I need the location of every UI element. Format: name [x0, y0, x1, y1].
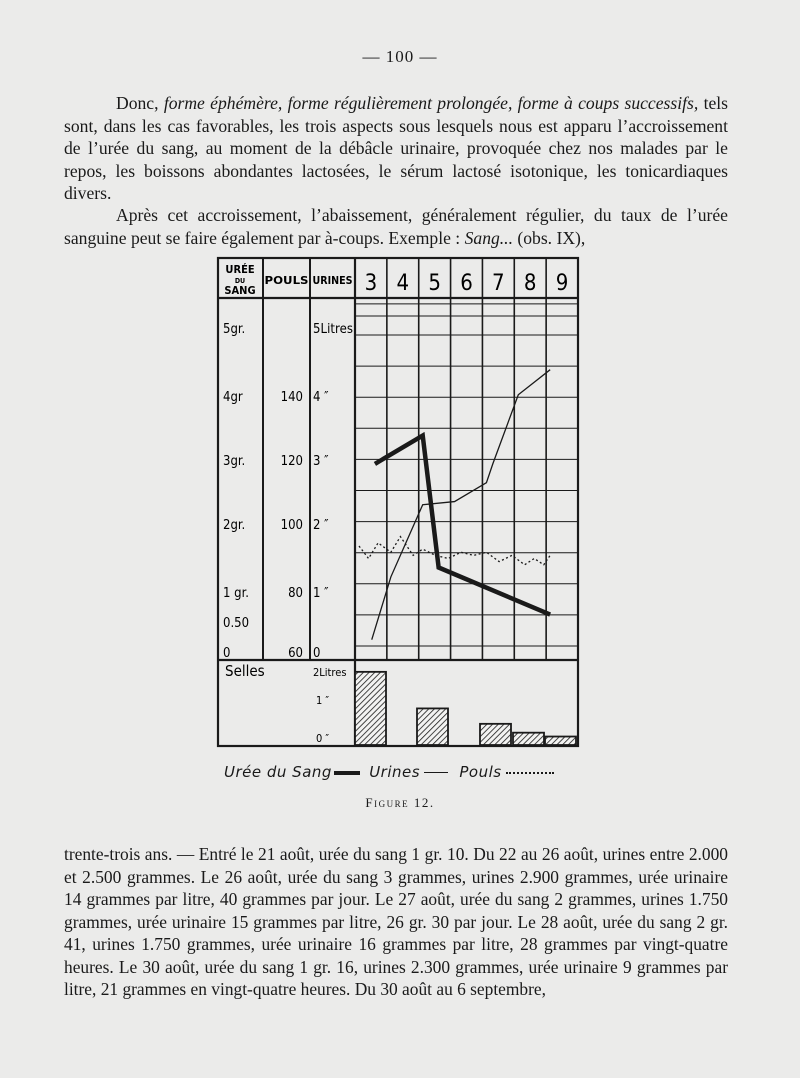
header-uree-mid: DU: [234, 277, 246, 285]
selles-scale-label: 1 ″: [316, 694, 330, 707]
series-uree-line: [375, 436, 550, 615]
legend-pouls-label: Pouls: [459, 763, 502, 781]
selles-bar-day-8: [513, 733, 544, 745]
figure-caption: Figure 12.: [365, 795, 435, 810]
axis-pouls-label: 100: [280, 518, 303, 533]
day-label-6: 6: [460, 271, 473, 296]
paragraph-2-text-a: Après cet accroissement, l’abaissement, généralement régulier, du taux de l’urée sanguine peut se faire également par à-coups. Exemple :: [64, 205, 728, 248]
paragraph-1-italic: forme éphémère, forme régulièrement prolongée, forme à coups successifs,: [163, 93, 699, 113]
selles-bar-day-9: [545, 737, 576, 745]
axis-uree-label: 1 gr.: [223, 586, 249, 601]
axis-uree-label: 2gr.: [223, 518, 246, 533]
axis-uree-label: 4gr: [223, 390, 243, 405]
page-number: — 100 —: [362, 47, 438, 66]
selles-label: Selles: [225, 662, 265, 680]
series-urines-line: [372, 370, 550, 640]
axis-urines-label: 5Litres: [313, 322, 353, 337]
header-pouls: POULS: [264, 275, 309, 287]
day-label-8: 8: [523, 271, 537, 296]
paragraph-2-italic: Sang...: [464, 227, 513, 248]
legend-pouls-swatch: [506, 772, 554, 774]
legend-uree-swatch: [334, 771, 360, 775]
selles-bar-day-3: [355, 672, 386, 745]
day-label-9: 9: [555, 271, 569, 296]
paragraph-1-text-a: Donc,: [116, 93, 164, 113]
paragraph-1-text-b: tels sont, dans les cas favorables, les trois aspects sous lesquels nous est apparu l’accroissement de l’urée du sang, au moment de la débâcle urinaire, provoquée chez nos malades par le repos, les boissons abondantes lactosées, le sérum lactosé isotonique, les tonicardiaques divers.: [64, 93, 729, 203]
legend-urines-label: Urines: [369, 763, 421, 781]
axis-urines-label: 2 ″: [313, 518, 329, 533]
axis-urines-label: 3 ″: [313, 454, 329, 469]
chart-frame: [218, 258, 578, 746]
paragraph-3: trente-trois ans. — Entré le 21 août, urée du sang 1 gr. 10. Du 22 au 26 août, urines entre 2.000 et 2.500 grammes. Le 26 août, urée du sang 3 grammes, urines 2.900 grammes, urée urinaire 14 grammes par litre, 40 grammes par jour. Le 27 août, urée du sang 2 grammes, urines 1.750 grammes, urée urinaire 15 grammes par litre, 26 gr. 30 par jour. Le 28 août, urée du sang 2 gr. 41, urines 1.750 grammes, urée urinaire 16 grammes par litre, 28 grammes par vingt-quatre heures. Le 30 août, urée du sang 1 gr. 16, urines 2.300 grammes, urée urinaire 9 grammes par litre, 21 grammes en vingt-quatre heures. Du 30 août au 6 septembre,: [64, 844, 728, 999]
header-uree-top: URÉE: [225, 263, 255, 276]
selles-scale-label: 0 ″: [316, 732, 330, 745]
legend-urines-swatch: [424, 772, 448, 773]
axis-pouls-label: 140: [280, 390, 303, 405]
axis-urines-label: 4 ″: [313, 390, 329, 405]
paragraph-2-text-b: (obs. IX),: [512, 227, 586, 248]
day-label-3: 3: [364, 271, 378, 296]
day-label-7: 7: [492, 271, 505, 296]
axis-pouls-label: 120: [280, 454, 303, 469]
axis-urines-label: 1 ″: [313, 586, 329, 601]
series-pouls-line: [359, 537, 550, 565]
axis-pouls-label: 80: [288, 586, 303, 601]
axis-uree-label: 5gr.: [223, 322, 246, 337]
selles-bar-day-7: [480, 724, 511, 745]
axis-uree-label: 3gr.: [223, 454, 246, 469]
axis-pouls-label: 60: [288, 646, 303, 661]
day-label-4: 4: [396, 271, 410, 296]
chart-legend: [224, 763, 554, 781]
legend-uree-label: Urée du Sang: [224, 763, 332, 781]
day-label-5: 5: [428, 271, 441, 296]
header-uree-bot: SANG: [224, 284, 256, 297]
selles-scale-label: 2Litres: [313, 666, 347, 679]
axis-uree-label: 0: [223, 646, 231, 661]
selles-bar-day-5: [417, 708, 448, 745]
axis-uree-label: 0.50: [223, 616, 250, 631]
header-urines: URINES: [312, 275, 353, 287]
axis-urines-label: 0: [313, 646, 321, 661]
